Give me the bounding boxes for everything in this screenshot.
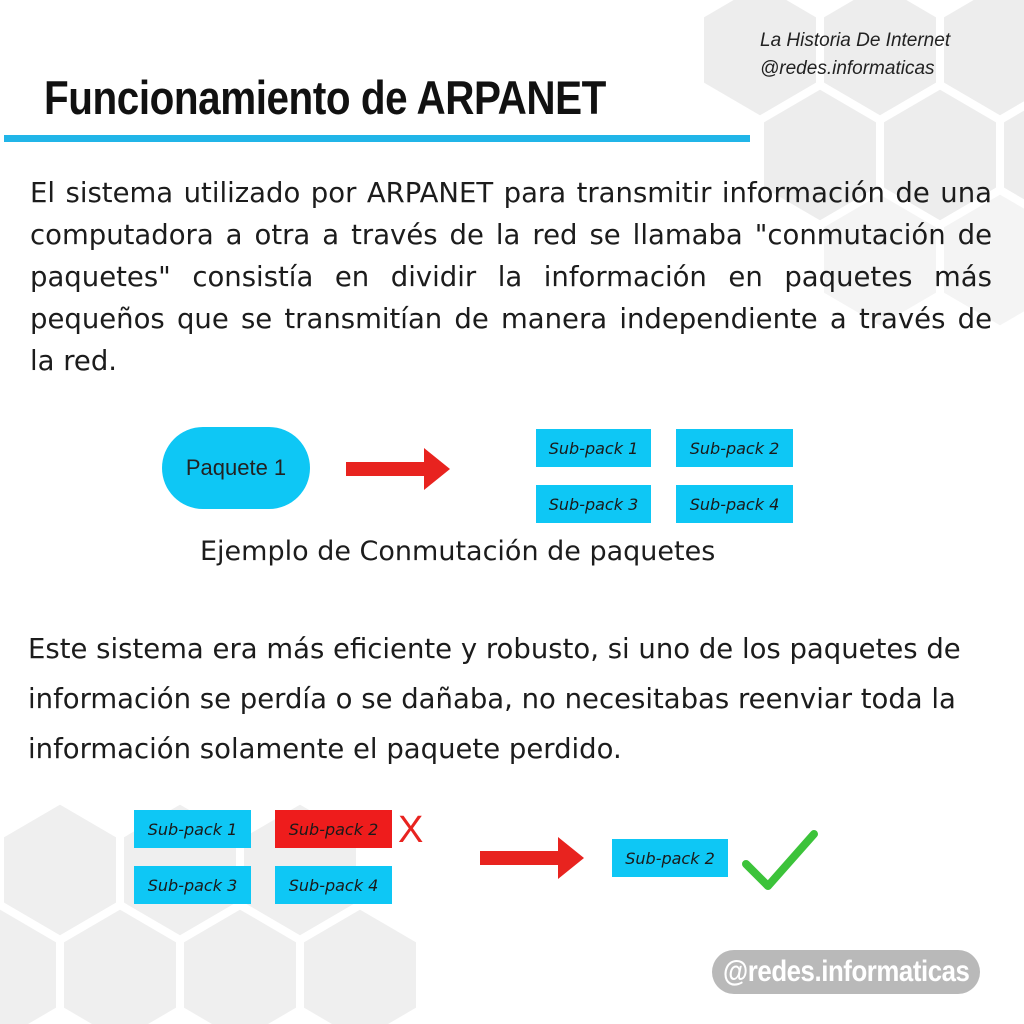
subpack-3: Sub-pack 3 xyxy=(536,485,651,523)
series-title: La Historia De Internet xyxy=(760,30,951,51)
footer-handle-badge xyxy=(712,950,980,994)
subpack-1: Sub-pack 1 xyxy=(134,810,251,848)
footer-handle: @redes.informaticas xyxy=(722,955,970,988)
subpack-1: Sub-pack 1 xyxy=(536,429,651,467)
right-arrow-icon xyxy=(346,446,450,492)
subpack-4: Sub-pack 4 xyxy=(676,485,793,523)
right-arrow-icon xyxy=(480,835,584,881)
x-mark-icon: X xyxy=(398,809,424,851)
diagram-caption: Ejemplo de Conmutación de paquetes xyxy=(200,536,716,567)
subpack-2: Sub-pack 2 xyxy=(676,429,793,467)
subpack-4: Sub-pack 4 xyxy=(275,866,392,904)
subpack-2-lost: Sub-pack 2 xyxy=(275,810,392,848)
robust-paragraph: Este sistema era más eficiente y robusto, si uno de los paquetes de información se perdía o se dañaba, no necesitabas reenviar toda la información solamente el paquete perdido. xyxy=(28,633,961,765)
checkmark-icon xyxy=(742,828,818,892)
subpack-3: Sub-pack 3 xyxy=(134,866,251,904)
page-title: Funcionamiento de ARPANET xyxy=(44,71,606,124)
subpack-2-resent: Sub-pack 2 xyxy=(612,839,728,877)
intro-paragraph: El sistema utilizado por ARPANET para transmitir información de una computadora a otra a través de la red se llamaba "conmutación de paquetes" consistía en dividir la información en paquetes más pequeños que se transmitían de manera independiente a través de la red. xyxy=(30,177,992,377)
author-handle: @redes.informaticas xyxy=(760,58,935,79)
title-underline xyxy=(4,135,750,142)
packet-node: Paquete 1 xyxy=(162,427,310,509)
